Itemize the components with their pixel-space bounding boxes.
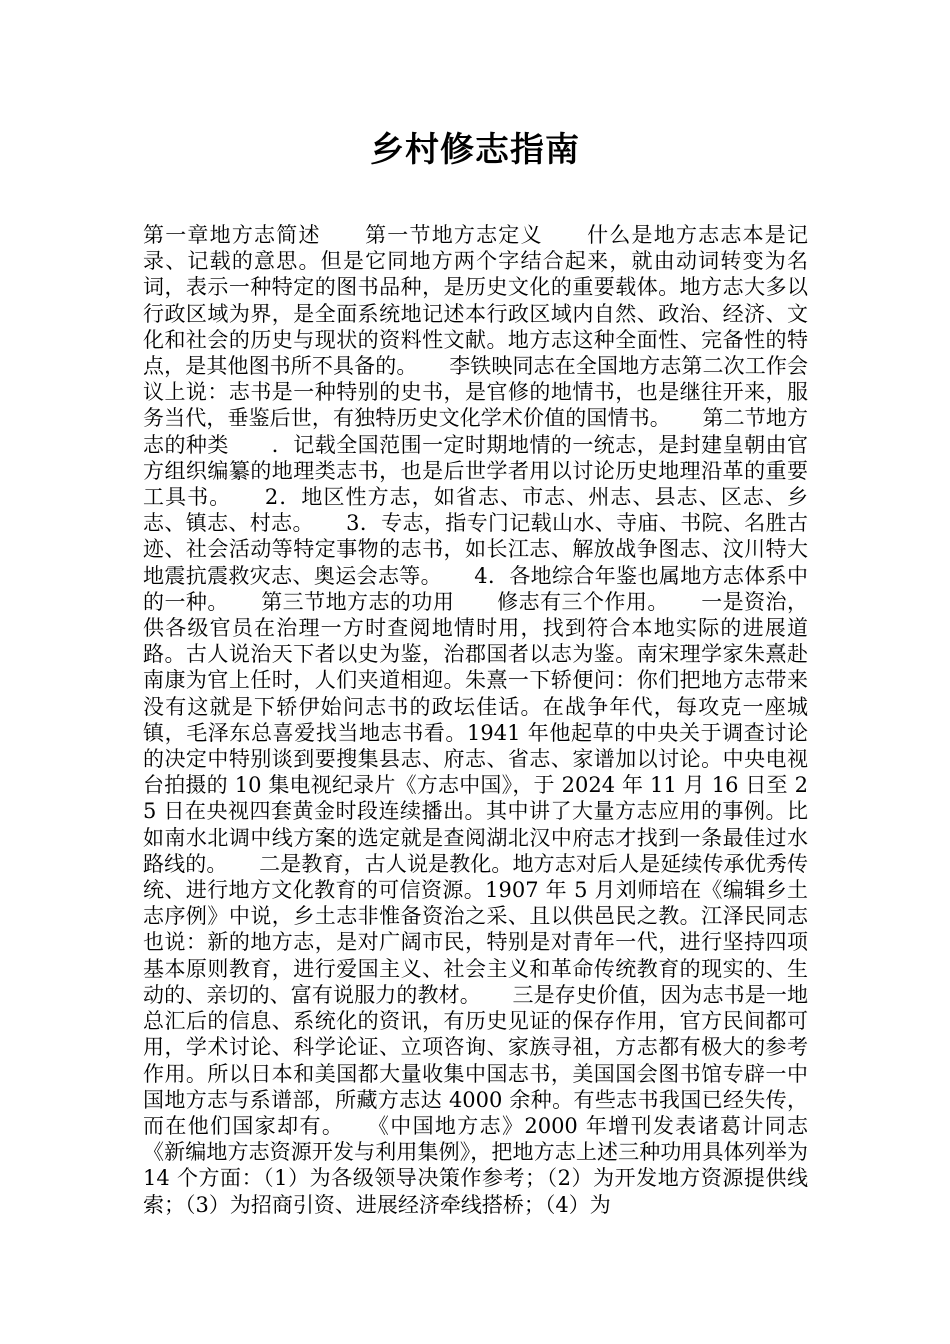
document-title: 乡村修志指南	[370, 130, 580, 170]
document-body-text: 第一章地方志简述 第一节地方志定义 什么是地方志志本是记录、记载的意思。但是它同地方两个字结合起来，就由动词转变为名词，表示一种特定的图书品种，是历史文化的重要载体。地方志大多以行政区域为界，是全面系统地记述本行政区域内自然、政治、经济、文化和社会的历史与现状的资料性文献。地方志这种全面性、完备性的特点，是其他图书所不具备的。 李铁映同志在全国地方志第二次工作会议上说：志书是一种特别的史书，是官修的地情书，也是继往开来，服务当代，垂鉴后世，有独特历史文化学术价值的国情书。 第二节地方志的种类 ．记载全国范围一定时期地情的一统志，是封建皇朝由官方组织编纂的地理类志书，也是后世学者用以讨论历史地理沿革的重要工具书。 2．地区性方志，如省志、市志、州志、县志、区志、乡志、镇志、村志。 3．专志，指专门记载山水、寺庙、书院、名胜古迹、社会活动等特定事物的志书，如长江志、解放战争图志、汶川特大地震抗震救灾志、奥运会志等。 4．各地综合年鉴也属地方志体系中的一种。 第三节地方志的功用 修志有三个作用。 一是资治，供各级官员在治理一方时查阅地情时用，找到符合本地实际的进展道路。古人说治天下者以史为鉴，治郡国者以志为鉴。南宋理学家朱熹赴南康为官上任时，人们夹道相迎。朱熹一下轿便问：你们把地方志带来没有这就是下轿伊始问志书的政坛佳话。在战争年代，每攻克一座城镇，毛泽东总喜爱找当地志书看。1941 年他起草的中央关于调查讨论的决定中特别谈到要搜集县志、府志、省志、家谱加以讨论。中央电视台拍摄的 10 集电视纪录片《方志中国》，于 2024 年 11 月 16 日至 25 日在央视四套黄金时段连续播出。其中讲了大量方志应用的事例。比如南水北调中线方案的选定就是查阅湖北汉中府志才找到一条最佳过水路线的。 二是教育，古人说是教化。地方志对后人是延续传承优秀传统、进行地方文化教育的可信资源。1907 年 5 月刘师培在《编辑乡土志序例》中说，乡土志非惟备资治之采、且以供邑民之教。江泽民同志也说：新的地方志，是对广阔市民，特别是对青年一代，进行坚持四项基本原则教育，进行爱国主义、社会主义和革命传统教育的现实的、生动的、亲切的、富有说服力的教材。 三是存史价值，因为志书是一地总汇后的信息、系统化的资讯，有历史见证的保存作用，官方民间都可用，学术讨论、科学论证、立项咨询、家族寻祖，方志都有极大的参考作用。所以日本和美国都大量收集中国志书，美国国会图书馆专辟一中国地方志与系谱部，所藏方志达 4000 余种。有些志书我国已经失传，而在他们国家却有。 《中国地方志》2000 年增刊发表诸葛计同志《新编地方志资源开发与利用集例》，把地方志上述三种功用具体列举为 14 个方面：（1）为各级领导决策作参考；（2）为开发地方资源提供线索；（3）为招商引资、进展经济牵线搭桥；（4）为	[143, 223, 815, 1217]
